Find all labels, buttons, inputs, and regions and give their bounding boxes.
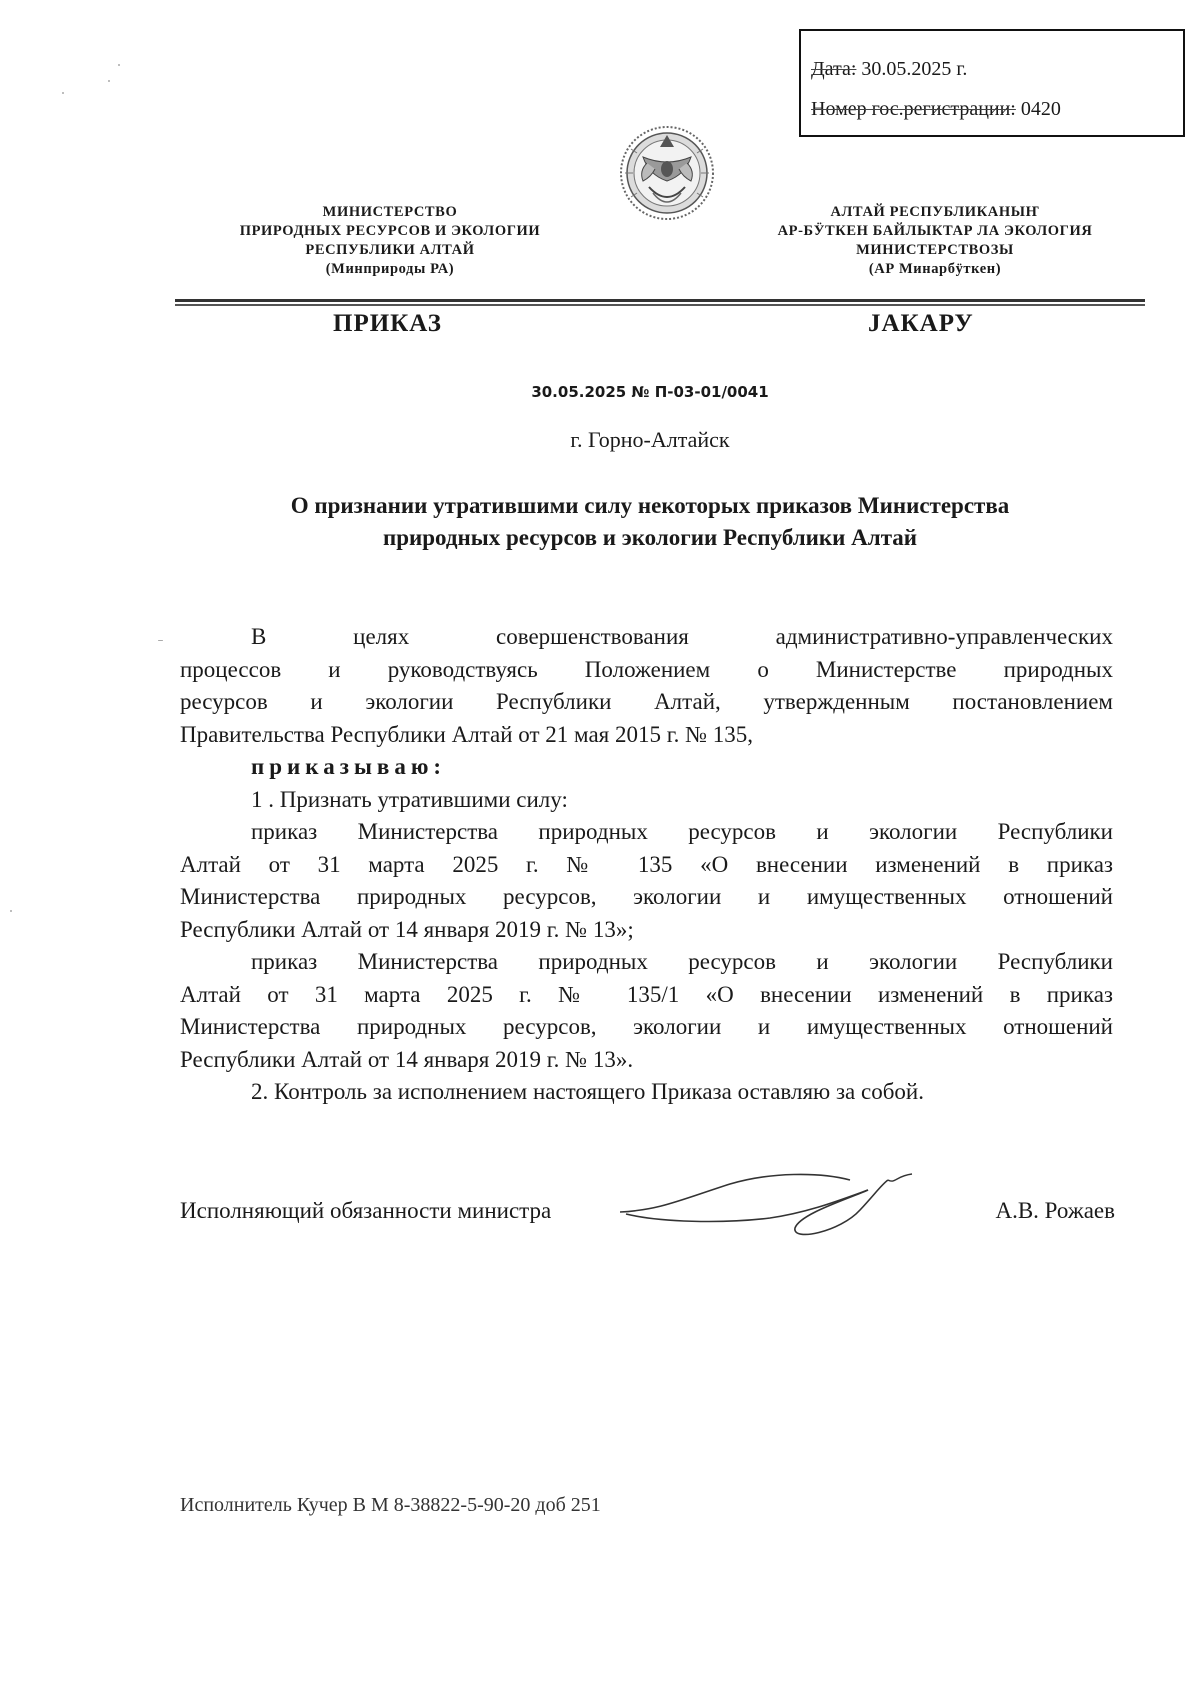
item-1b-paragraph: [180, 946, 1113, 1076]
order-title-altai: JАКАРУ: [868, 310, 974, 337]
signature-block: [180, 1198, 1115, 1238]
coat-of-arms-icon: [617, 123, 717, 223]
order-city: г. Горно-Алтайск: [570, 427, 730, 452]
registration-date-label: Дата:: [811, 58, 857, 80]
order-title-russian: ПРИКАЗ: [333, 310, 442, 337]
registration-number-label: Номер гос.регистрации:: [811, 98, 1016, 120]
handwritten-signature-icon: [620, 1170, 920, 1250]
item-1a-paragraph: [180, 816, 1113, 946]
item-1a-line: Министерства природных ресурсов, экологии и имущественных отношений: [180, 884, 1113, 909]
header-divider: [175, 299, 1145, 306]
header-left-line: МИНИСТЕРСТВО: [322, 204, 458, 220]
item-1b-line: приказ Министерства природных ресурсов и экологии Республики: [251, 949, 1113, 974]
item-1b-line: Республики Алтай от 14 января 2019 г. № 13».: [180, 1046, 634, 1072]
registration-box: [799, 29, 1185, 137]
scan-speck: [10, 910, 12, 912]
preamble-line: ресурсов и экологии Республики Алтай, утвержденным постановлением: [180, 689, 1113, 714]
scan-speck: [62, 92, 64, 94]
header-right-line: МИНИСТЕРСТВОЗЫ: [856, 242, 1014, 258]
item-1a-line: Алтай от 31 марта 2025 г. № 135 «О внесении изменений в приказ: [180, 851, 1113, 877]
command-line: [180, 751, 1113, 784]
command-word: приказываю:: [251, 754, 447, 779]
registration-number-value: 0420: [1020, 98, 1061, 120]
ministry-header-russian: [205, 203, 575, 279]
signatory-name: А.В. Рожаев: [995, 1198, 1115, 1223]
signatory-position: Исполняющий обязанности министра: [180, 1198, 552, 1223]
document-title-line: природных ресурсов и экологии Республики Алтай: [382, 525, 918, 550]
item-1a-line: Республики Алтай от 14 января 2019 г. № 13»;: [180, 916, 634, 942]
item-1a-line: приказ Министерства природных ресурсов и экологии Республики: [251, 819, 1113, 844]
item-1: [180, 784, 1113, 817]
header-right-line: (АР Минарбӱткен): [868, 261, 1002, 277]
registration-date-line: [811, 49, 1171, 89]
registration-number-line: [811, 89, 1171, 129]
document-title: [180, 490, 1120, 554]
preamble-line: процессов и руководствуясь Положением о Министерстве природных: [180, 656, 1113, 682]
header-left-line: РЕСПУБЛИКИ АЛТАЙ: [305, 242, 475, 258]
executor-contact: Исполнитель Кучер В М 8-38822-5-90-20 доб 251: [180, 1494, 601, 1516]
header-right-line: АЛТАЙ РЕСПУБЛИКАНЫҤ: [830, 204, 1040, 220]
header-right-line: АР-БӰТКЕН БАЙЛЫКТАР ЛА ЭКОЛОГИЯ: [777, 223, 1093, 239]
preamble-line: Правительства Республики Алтай от 21 мая 2015 г. № 135,: [180, 721, 754, 747]
preamble-line: В целях совершенствования административно-управленческих: [251, 624, 1113, 649]
document-title-line: О признании утратившими силу некоторых приказов Министерства: [290, 493, 1010, 518]
item-1-heading: 1 . Признать утратившими силу:: [251, 787, 568, 812]
header-left-line: ПРИРОДНЫХ РЕСУРСОВ И ЭКОЛОГИИ: [239, 223, 541, 239]
registration-date-value: 30.05.2025 г.: [861, 58, 968, 80]
scan-speck: [108, 80, 110, 82]
preamble-paragraph: [180, 621, 1113, 751]
order-number: 30.05.2025 № П-03-01/0041: [531, 383, 769, 401]
ministry-header-altai: [735, 203, 1135, 279]
item-2: [180, 1076, 1113, 1109]
scan-speck: [158, 640, 163, 641]
item-2-text: 2. Контроль за исполнением настоящего Приказа оставляю за собой.: [251, 1079, 924, 1104]
scan-speck: [118, 64, 120, 66]
item-1b-line: Алтай от 31 марта 2025 г. № 135/1 «О внесении изменений в приказ: [180, 981, 1113, 1007]
header-left-line: (Минприроды РА): [325, 261, 455, 277]
item-1b-line: Министерства природных ресурсов, экологии и имущественных отношений: [180, 1014, 1113, 1039]
